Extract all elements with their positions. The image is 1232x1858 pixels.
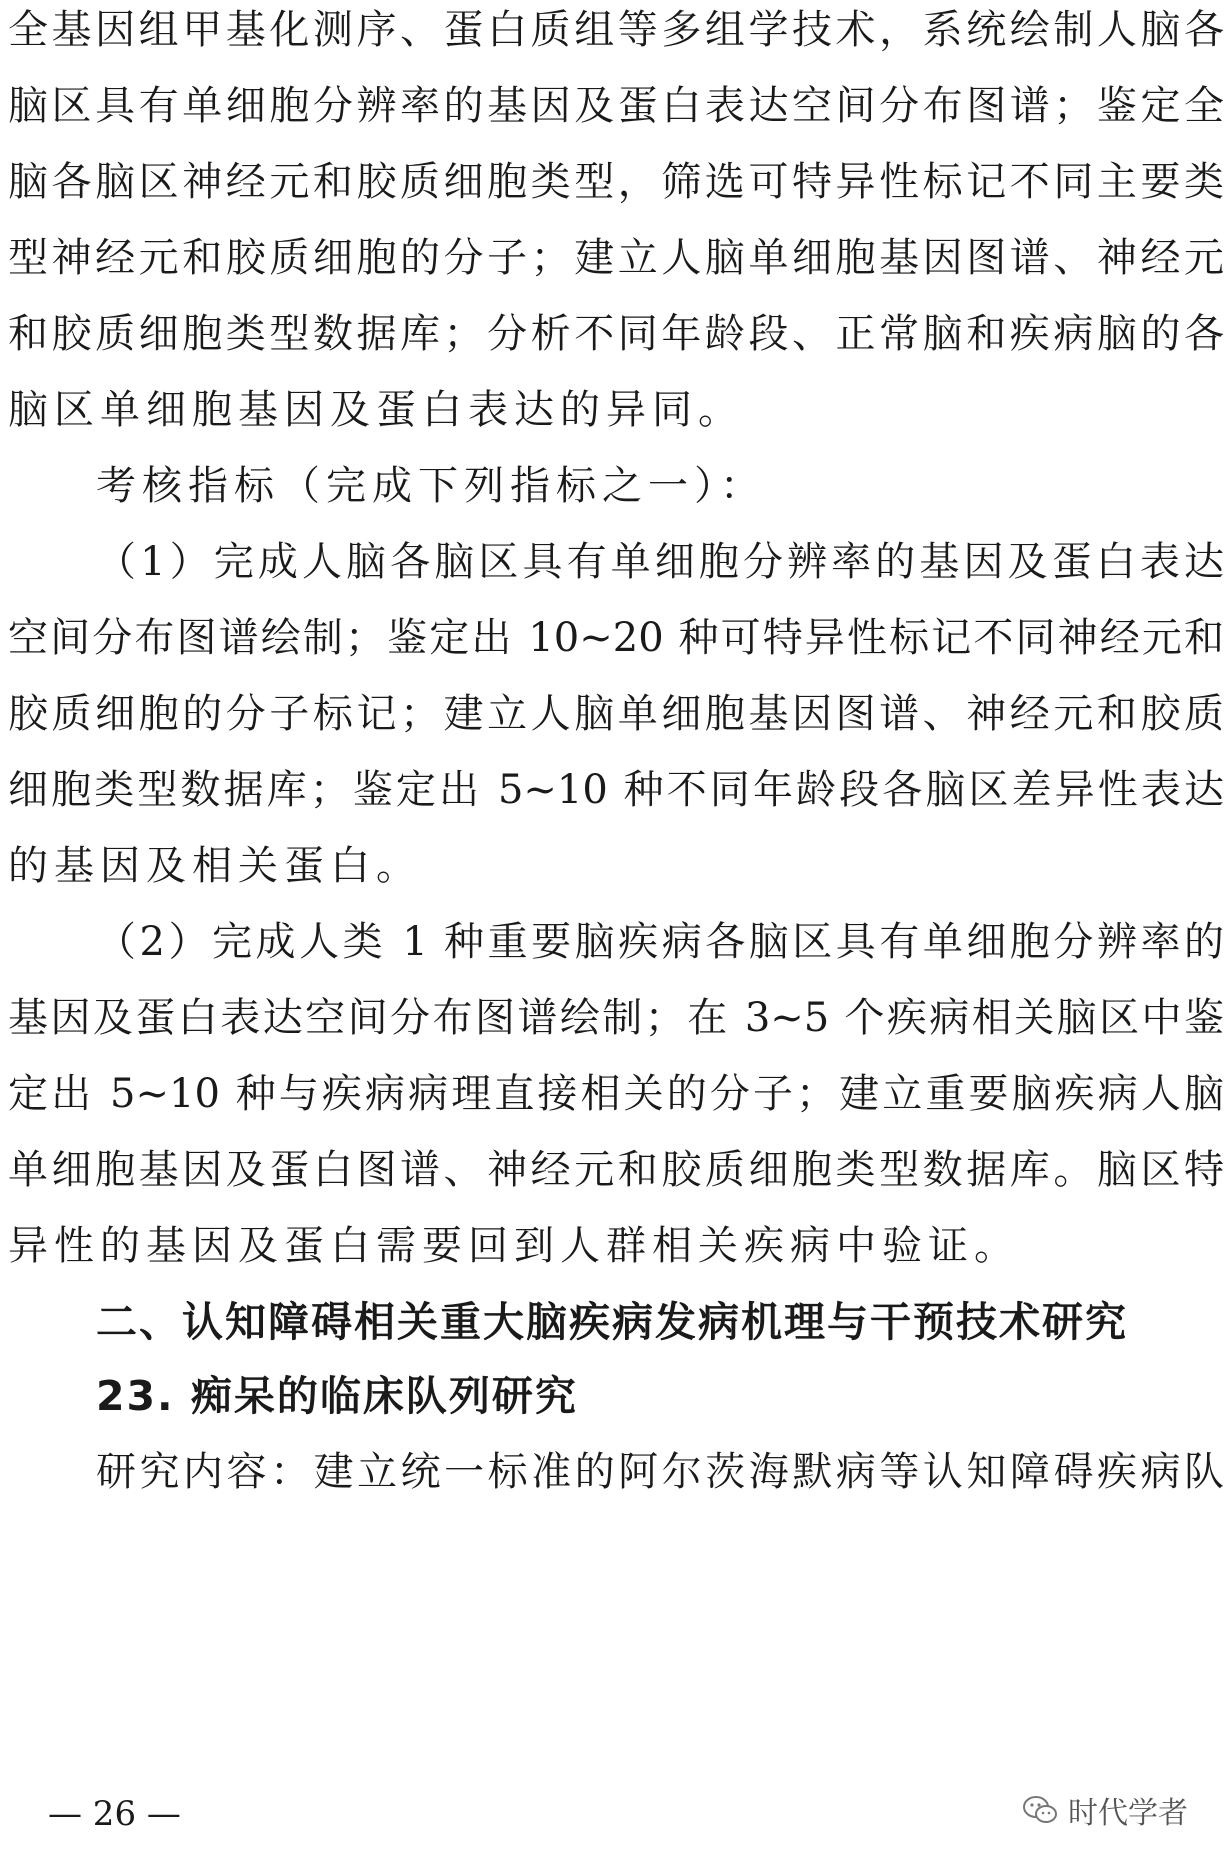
page-number: — 26 — [48,1794,181,1834]
body-line-4: 型神经元和胶质细胞的分子；建立人脑单细胞基因图谱、神经元 [8,235,1224,281]
watermark-text: 时代学者 [1068,1796,1188,1831]
indicator-2-line-2: 基因及蛋白表达空间分布图谱绘制；在 3~5 个疾病相关脑区中鉴 [8,995,1224,1041]
indicator-2-line-3: 定出 5~10 种与疾病病理直接相关的分子；建立重要脑疾病人脑 [8,1071,1224,1117]
indicator-2-line-4: 单细胞基因及蛋白图谱、神经元和胶质细胞类型数据库。脑区特 [8,1147,1224,1193]
indicator-2-line-5: 异性的基因及蛋白需要回到人群相关疾病中验证。 [8,1223,1020,1269]
body-line-5: 和胶质细胞类型数据库；分析不同年龄段、正常脑和疾病脑的各 [8,311,1224,357]
item-heading: 23. 痴呆的临床队列研究 [96,1372,578,1420]
indicator-1-line-1: （1）完成人脑各脑区具有单细胞分辨率的基因及蛋白表达 [96,539,1224,585]
research-content-line: 研究内容：建立统一标准的阿尔茨海默病等认知障碍疾病队 [96,1449,1224,1495]
indicator-1-line-5: 的基因及相关蛋白。 [8,843,422,889]
section-heading: 二、认知障碍相关重大脑疾病发病机理与干预技术研究 [96,1298,1128,1346]
watermark [1022,1788,1188,1832]
indicator-2-line-1: （2）完成人类 1 种重要脑疾病各脑区具有单细胞分辨率的 [96,919,1224,965]
assessment-label: 考核指标（完成下列指标之一）： [96,463,766,509]
indicator-1-line-2: 空间分布图谱绘制；鉴定出 10~20 种可特异性标记不同神经元和 [8,615,1224,661]
body-line-6: 脑区单细胞基因及蛋白表达的异同。 [8,387,744,433]
body-line-2: 脑区具有单细胞分辨率的基因及蛋白表达空间分布图谱；鉴定全 [8,83,1224,129]
indicator-1-line-3: 胶质细胞的分子标记；建立人脑单细胞基因图谱、神经元和胶质 [8,691,1224,737]
body-line-1: 全基因组甲基化测序、蛋白质组等多组学技术，系统绘制人脑各 [8,7,1224,53]
wechat-icon [1022,1795,1058,1825]
indicator-1-line-4: 细胞类型数据库；鉴定出 5~10 种不同年龄段各脑区差异性表达 [8,767,1224,813]
body-line-3: 脑各脑区神经元和胶质细胞类型，筛选可特异性标记不同主要类 [8,159,1224,205]
